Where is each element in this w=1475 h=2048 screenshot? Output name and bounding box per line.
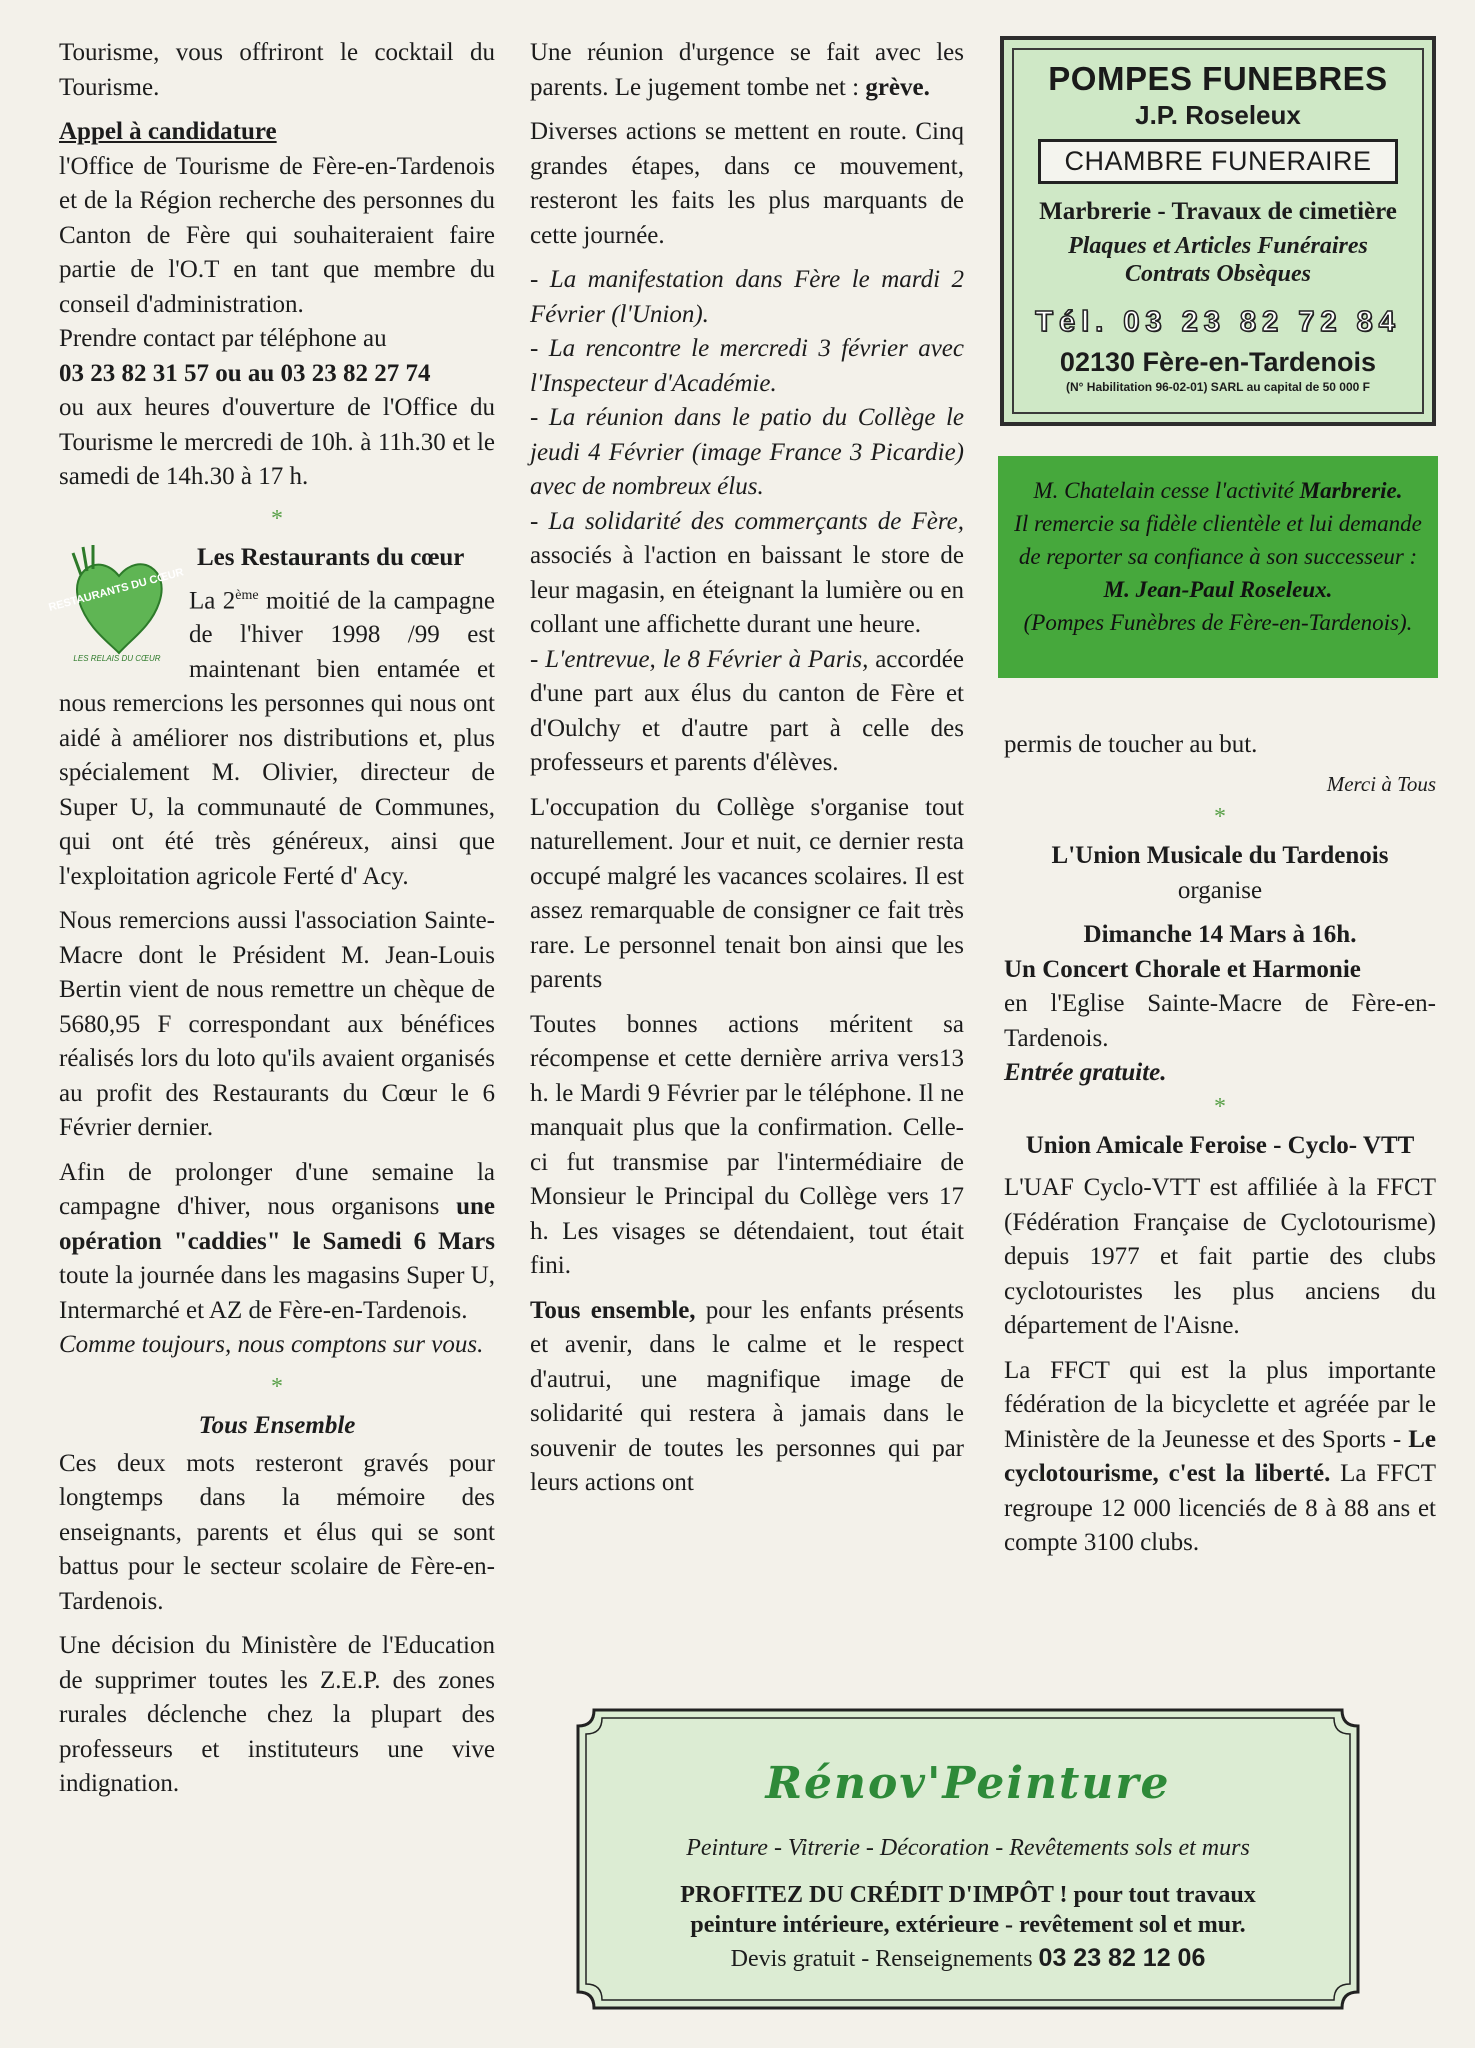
uaf-p2-start: La FFCT qui est la plus importante fédération de la bicyclette et agréée par le Ministère de la Jeunesse et des Sports -: [1004, 1356, 1436, 1453]
restos-p1-sup: ème: [235, 587, 259, 603]
col3-p1: permis de toucher au but.: [1004, 731, 1258, 758]
col2-p1-text: Une réunion d'urgence se fait avec les parents. Le jugement tombe net :: [530, 39, 964, 101]
ad-inner-border: [1012, 48, 1424, 414]
chatelain-notice: [998, 456, 1438, 678]
renov-offer-2: peinture intérieure, extérieure - revêtement sol et mur.: [690, 1912, 1246, 1938]
ad-city: 02130 Fère-en-Tardenois: [1059, 347, 1377, 377]
uaf-p2: [1004, 1354, 1436, 1561]
renov-title: Rénov'Peinture: [765, 1758, 1171, 1809]
restos-du-coeur-logo: [47, 541, 185, 663]
contact-hours: ou aux heures d'ouverture de l'Office du Tourisme le mercredi de 10h. à 11h.30 et le samedi de 14h.30 à 17 h.: [59, 394, 495, 490]
restos-p4: Comme toujours, nous comptons sur vous.: [59, 1331, 484, 1359]
tous-p2: Une décision du Ministère de l'Education de supprimer toutes les Z.E.P. des zones rurales déclenche chez la plupart des professeurs et instituteurs une vive indignation.: [59, 1632, 495, 1798]
umt-title: L'Union Musicale du Tardenois: [1051, 842, 1389, 869]
col2-p4: Toutes bonnes actions méritent sa récompense et cette dernière arriva vers13 h. le Mardi 9 Février par le téléphone. Il ne manquait plus que la confirmation. Celle-ci fut transmise par l'intermédiaire de Monsieur le Principal du Collège vers 17 h. Les visages se détendaient, tout était fini.: [530, 1010, 964, 1279]
column-3: [1004, 728, 1436, 1571]
ad-name: J.P. Roseleux: [1135, 100, 1301, 130]
tous-ensemble-bold: Tous ensemble,: [530, 1296, 696, 1324]
separator-star: *: [271, 505, 283, 532]
renov-services: Peinture - Vitrerie - Décoration - Revêtements sols et murs: [686, 1835, 1250, 1861]
restos-section: [47, 541, 495, 895]
marbrerie-word: Marbrerie.: [1299, 478, 1403, 503]
chatelain-line-1-text: M. Chatelain cesse l'activité: [1033, 478, 1300, 503]
col2-p5: [530, 1294, 964, 1501]
separator-star: *: [271, 1373, 283, 1400]
chatelain-line-2: Il remercie sa fidèle clientèle et lui demande de reporter sa confiance à son successeur :: [1014, 511, 1422, 569]
renov-phone: 03 23 82 12 06: [1038, 1944, 1206, 1972]
separator-star: *: [1214, 1093, 1226, 1120]
uaf-p2-end: La FFCT regroupe 12 000 licenciés de 8 à 88 ans et compte 3100 clubs.: [1004, 1460, 1437, 1556]
restos-p3-start: Afin de prolonger d'une semaine la campagne d'hiver, nous organisons: [59, 1158, 495, 1221]
step-4: [530, 505, 964, 643]
tourism-intro: Tourisme, vous offriront le cocktail du Tourisme.: [59, 39, 495, 101]
chatelain-line-4: (Pompes Funèbres de Fère-en-Tardenois).: [1023, 610, 1413, 635]
column-2: [530, 36, 964, 1511]
step-4-rest: associés à l'action en baissant le store de leur magasin, en éteignant la lumière ou en collant une affichette durant une heure.: [530, 542, 964, 638]
contact-intro: Prendre contact par téléphone au: [59, 325, 387, 352]
restos-p1-end: moitié de la campagne de l'hiver 1998 /99 est maintenant bien entamée et nous remercions les personnes qui nous ont aidé à améliorer nos distributions et, plus spécialement M. Olivier, directeur de Super U, la communauté de Communes, qui ont été très généreux, ainsi que l'exploitation agricole Ferté d' Acy.: [59, 586, 495, 890]
restos-p2: Nous remercions aussi l'association Sainte-Macre dont le Président M. Jean-Louis Bertin vient de nous remettre un chèque de 5680,95 F correspondant aux bénéfices réalisés lors du loto qu'ils avaient organisés au profit des Restaurants du Cœur le 6 Février dernier.: [59, 907, 495, 1142]
logo-subtext: LES RELAIS DU CŒUR: [73, 653, 161, 663]
restos-heading: Les Restaurants du cœur: [197, 543, 465, 571]
step-3: - La réunion dans le patio du Collège le jeudi 4 Février (image France 3 Picardie) avec de nombreux élus.: [530, 404, 964, 500]
step-2: - La rencontre le mercredi 3 février avec l'Inspecteur d'Académie.: [530, 335, 964, 397]
chatelain-line-1: [1012, 474, 1424, 507]
ad-line-marbrerie: Marbrerie - Travaux de cimetière: [1039, 198, 1397, 225]
caddies-operation: une opération "caddies" le Samedi 6 Mars: [59, 1193, 495, 1255]
successor-name: M. Jean-Paul Roseleux.: [1103, 577, 1333, 602]
tous-p1: Ces deux mots resteront gravés pour longtemps dans la mémoire des enseignants, parents et élus qui se sont battus pour le secteur scolaire de Fère-en-Tardenois.: [59, 1449, 495, 1615]
umt-entry: Entrée gratuite.: [1004, 1059, 1167, 1086]
col2-p1: [530, 36, 964, 105]
uaf-p1: L'UAF Cyclo-VTT est affiliée à la FFCT (Fédération Française de Cyclotourisme) depuis 1977 et fait partie des clubs cyclotouristes les plus anciens du département de l'Aisne.: [1004, 1174, 1436, 1339]
chambre-funeraire-box: CHAMBRE FUNERAIRE: [1038, 139, 1398, 184]
ad-legal: (N° Habilitation 96-02-01) SARL au capital de 50 000 F: [1065, 380, 1370, 394]
ad-line-plaques: Plaques et Articles Funéraires: [1068, 233, 1368, 259]
renov-peinture-ad: [574, 1706, 1362, 2012]
umt-organise: organise: [1177, 876, 1263, 904]
ad-title: POMPES FUNEBRES: [1048, 60, 1388, 97]
restos-p3-end: toute la journée dans les magasins Super U, Intermarché et AZ de Fère-en-Tardenois.: [59, 1262, 496, 1324]
renov-content: [574, 1706, 1362, 1973]
appel-text: l'Office de Tourisme de Fère-en-Tardenois et de la Région recherche des personnes du Canton de Fère qui souhaiteraient faire partie de l'O.T en tant que membre du conseil d'administration.: [59, 152, 495, 318]
ad-line-contrats: Contrats Obsèques: [1124, 261, 1312, 287]
step-1: - La manifestation dans Fère le mardi 2 Février (l'Union).: [530, 266, 964, 328]
appel-heading: Appel à candidature: [59, 118, 277, 145]
tous-ensemble-heading: Tous Ensemble: [198, 1411, 356, 1439]
step-5-lead: - L'entrevue, le 8 Février à Paris,: [530, 645, 869, 673]
umt-date: Dimanche 14 Mars à 16h.: [1083, 921, 1357, 948]
merci-signature: Merci à Tous: [1326, 771, 1436, 796]
separator-star: *: [1214, 804, 1226, 830]
col2-p5-rest: pour les enfants présents et avenir, dans le calme et le respect d'autrui, une magnifique image de solidarité qui restera à jamais dans le souvenir de toutes les personnes qui par leurs actions ont: [530, 1296, 964, 1496]
renov-offer-1: PROFITEZ DU CRÉDIT D'IMPÔT ! pour tout travaux: [680, 1882, 1256, 1908]
uaf-heading: Union Amicale Feroise - Cyclo- VTT: [1025, 1131, 1415, 1159]
umt-event: Un Concert Chorale et Harmonie: [1004, 955, 1361, 983]
restos-p1-start: La 2: [189, 586, 236, 614]
col2-p3: L'occupation du Collège s'organise tout naturellement. Jour et nuit, ce dernier resta occupé malgré les vacances scolaires. Il est assez remarquable de consigner ce fait très rare. Le personnel tenait bon ainsi que les parents: [530, 793, 964, 993]
column-1: [47, 36, 496, 1812]
step-5: [530, 643, 964, 781]
step-5-rest: accordée d'une part aux élus du canton de Fère et d'Oulchy et d'autre part à celle des professeurs et parents d'élèves.: [530, 645, 964, 776]
umt-place: en l'Eglise Sainte-Macre de Fère-en-Tardenois.: [1004, 990, 1436, 1052]
step-4-lead: - La solidarité des commerçants de Fère,: [530, 507, 964, 535]
greve-word: grève.: [865, 73, 930, 101]
contact-phones: 03 23 82 31 57 ou au 03 23 82 27 74: [59, 359, 431, 387]
renov-devis: [574, 1944, 1362, 1973]
ad-phone: Tél. 03 23 82 72 84: [1035, 306, 1401, 338]
cyclotourisme-slogan: Le cyclotourisme, c'est la liberté.: [1004, 1425, 1436, 1487]
col2-p2: Diverses actions se mettent en route. Cinq grandes étapes, dans ce mouvement, resteront les faits les plus marquants de cette journée.: [530, 118, 964, 249]
pompes-funebres-ad: [1000, 36, 1436, 426]
renov-devis-text: Devis gratuit - Renseignements: [730, 1946, 1033, 1972]
restos-p3: [59, 1156, 495, 1329]
logo-text: RESTAURANTS DU CŒUR: [47, 565, 185, 614]
